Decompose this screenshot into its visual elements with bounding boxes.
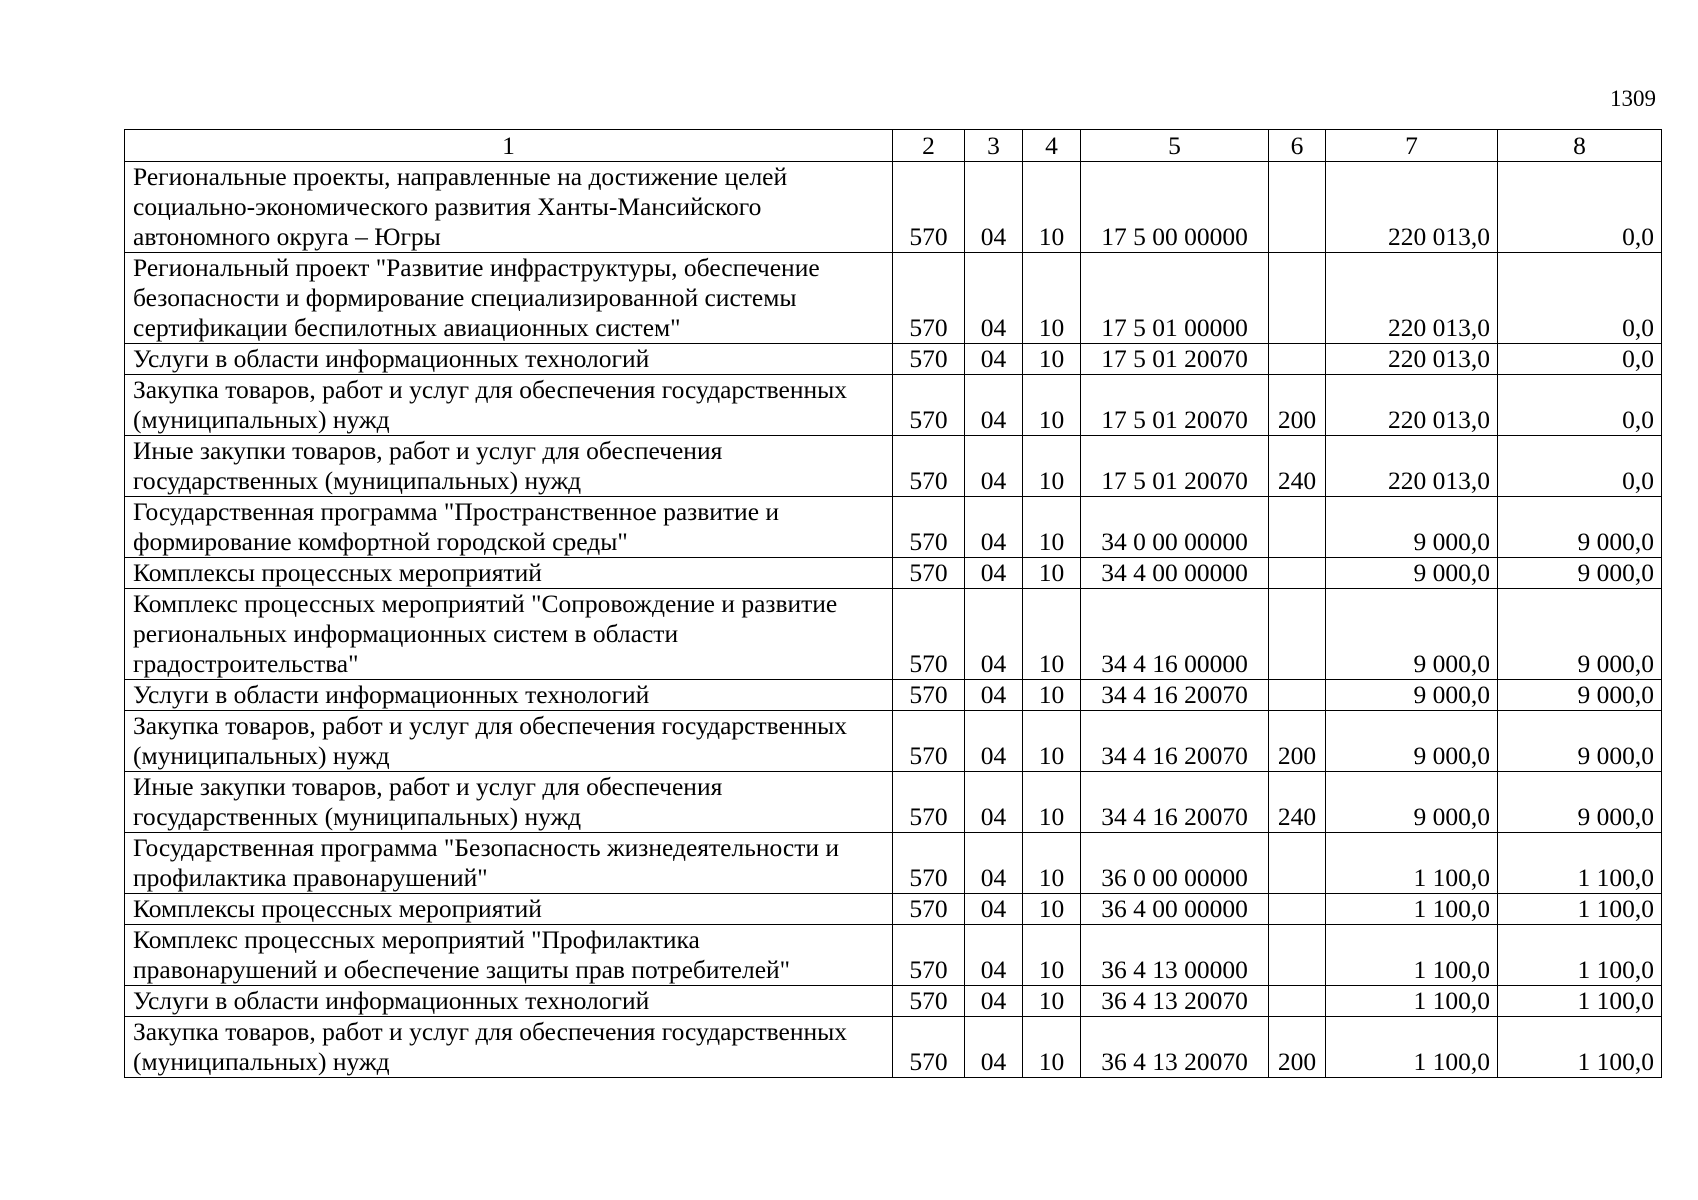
table-row — [125, 589, 1662, 680]
table-row — [125, 894, 1662, 925]
section-code: 04 — [965, 772, 1023, 833]
item-name: Комплекс процессных мероприятий "Сопровождение и развитие региональных информационных систем в области градостроительства" — [125, 589, 893, 680]
item-name: Услуги в области информационных технологий — [125, 986, 893, 1017]
amount-year-1: 220 013,0 — [1326, 436, 1498, 497]
amount-year-1: 1 100,0 — [1326, 986, 1498, 1017]
column-header-6: 6 — [1269, 130, 1326, 162]
column-header-8: 8 — [1498, 130, 1662, 162]
section-code: 04 — [965, 680, 1023, 711]
expense-type-code: 240 — [1269, 772, 1326, 833]
column-header-5: 5 — [1081, 130, 1269, 162]
table-row — [125, 436, 1662, 497]
ministry-code: 570 — [893, 680, 965, 711]
amount-year-2: 9 000,0 — [1498, 680, 1662, 711]
section-code: 04 — [965, 589, 1023, 680]
ministry-code: 570 — [893, 344, 965, 375]
subsection-code: 10 — [1023, 833, 1081, 894]
item-name: Закупка товаров, работ и услуг для обеспечения государственных (муниципальных) нужд — [125, 711, 893, 772]
target-article-code: 36 4 13 00000 — [1081, 925, 1269, 986]
table-row — [125, 1017, 1662, 1078]
subsection-code: 10 — [1023, 589, 1081, 680]
amount-year-2: 1 100,0 — [1498, 925, 1662, 986]
item-name: Государственная программа "Безопасность жизнедеятельности и профилактика правонарушений" — [125, 833, 893, 894]
target-article-code: 34 4 16 00000 — [1081, 589, 1269, 680]
target-article-code: 34 4 16 20070 — [1081, 772, 1269, 833]
amount-year-1: 1 100,0 — [1326, 1017, 1498, 1078]
column-header-3: 3 — [965, 130, 1023, 162]
table-row — [125, 711, 1662, 772]
amount-year-1: 9 000,0 — [1326, 558, 1498, 589]
subsection-code: 10 — [1023, 162, 1081, 253]
item-name: Региональные проекты, направленные на достижение целей социально-экономического развития Ханты-Мансийского автономного округа – Югры — [125, 162, 893, 253]
subsection-code: 10 — [1023, 375, 1081, 436]
ministry-code: 570 — [893, 558, 965, 589]
target-article-code: 36 4 13 20070 — [1081, 1017, 1269, 1078]
amount-year-2: 9 000,0 — [1498, 772, 1662, 833]
section-code: 04 — [965, 344, 1023, 375]
target-article-code: 34 4 16 20070 — [1081, 711, 1269, 772]
section-code: 04 — [965, 375, 1023, 436]
amount-year-1: 1 100,0 — [1326, 833, 1498, 894]
amount-year-2: 0,0 — [1498, 375, 1662, 436]
item-name: Закупка товаров, работ и услуг для обеспечения государственных (муниципальных) нужд — [125, 1017, 893, 1078]
amount-year-2: 1 100,0 — [1498, 894, 1662, 925]
column-number-row — [125, 130, 1662, 162]
amount-year-1: 9 000,0 — [1326, 497, 1498, 558]
target-article-code: 36 4 13 20070 — [1081, 986, 1269, 1017]
table-row — [125, 344, 1662, 375]
amount-year-1: 220 013,0 — [1326, 375, 1498, 436]
subsection-code: 10 — [1023, 1017, 1081, 1078]
expense-type-code — [1269, 925, 1326, 986]
ministry-code: 570 — [893, 436, 965, 497]
item-name: Комплекс процессных мероприятий "Профилактика правонарушений и обеспечение защиты прав потребителей" — [125, 925, 893, 986]
expense-type-code — [1269, 833, 1326, 894]
subsection-code: 10 — [1023, 894, 1081, 925]
target-article-code: 17 5 01 00000 — [1081, 253, 1269, 344]
amount-year-1: 1 100,0 — [1326, 894, 1498, 925]
target-article-code: 36 0 00 00000 — [1081, 833, 1269, 894]
table-body — [125, 162, 1662, 1078]
section-code: 04 — [965, 558, 1023, 589]
table-row — [125, 925, 1662, 986]
item-name: Услуги в области информационных технологий — [125, 680, 893, 711]
table-row — [125, 772, 1662, 833]
ministry-code: 570 — [893, 833, 965, 894]
section-code: 04 — [965, 986, 1023, 1017]
table-row — [125, 375, 1662, 436]
ministry-code: 570 — [893, 253, 965, 344]
section-code: 04 — [965, 833, 1023, 894]
subsection-code: 10 — [1023, 253, 1081, 344]
section-code: 04 — [965, 894, 1023, 925]
amount-year-2: 9 000,0 — [1498, 497, 1662, 558]
expense-type-code — [1269, 986, 1326, 1017]
target-article-code: 17 5 01 20070 — [1081, 344, 1269, 375]
amount-year-2: 9 000,0 — [1498, 711, 1662, 772]
amount-year-1: 9 000,0 — [1326, 680, 1498, 711]
subsection-code: 10 — [1023, 344, 1081, 375]
ministry-code: 570 — [893, 711, 965, 772]
section-code: 04 — [965, 497, 1023, 558]
amount-year-1: 9 000,0 — [1326, 772, 1498, 833]
ministry-code: 570 — [893, 925, 965, 986]
subsection-code: 10 — [1023, 925, 1081, 986]
amount-year-2: 1 100,0 — [1498, 833, 1662, 894]
expense-type-code — [1269, 558, 1326, 589]
target-article-code: 17 5 01 20070 — [1081, 436, 1269, 497]
item-name: Комплексы процессных мероприятий — [125, 558, 893, 589]
section-code: 04 — [965, 1017, 1023, 1078]
target-article-code: 34 0 00 00000 — [1081, 497, 1269, 558]
ministry-code: 570 — [893, 162, 965, 253]
table-row — [125, 680, 1662, 711]
subsection-code: 10 — [1023, 436, 1081, 497]
section-code: 04 — [965, 436, 1023, 497]
expense-type-code — [1269, 497, 1326, 558]
amount-year-2: 1 100,0 — [1498, 1017, 1662, 1078]
item-name: Иные закупки товаров, работ и услуг для обеспечения государственных (муниципальных) нужд — [125, 772, 893, 833]
column-header-4: 4 — [1023, 130, 1081, 162]
amount-year-1: 9 000,0 — [1326, 711, 1498, 772]
table-row — [125, 986, 1662, 1017]
item-name: Услуги в области информационных технологий — [125, 344, 893, 375]
subsection-code: 10 — [1023, 558, 1081, 589]
item-name: Государственная программа "Пространственное развитие и формирование комфортной городской среды" — [125, 497, 893, 558]
item-name: Иные закупки товаров, работ и услуг для обеспечения государственных (муниципальных) нужд — [125, 436, 893, 497]
target-article-code: 34 4 00 00000 — [1081, 558, 1269, 589]
column-header-7: 7 — [1326, 130, 1498, 162]
column-header-1: 1 — [125, 130, 893, 162]
expense-type-code — [1269, 344, 1326, 375]
amount-year-2: 9 000,0 — [1498, 589, 1662, 680]
amount-year-1: 9 000,0 — [1326, 589, 1498, 680]
section-code: 04 — [965, 711, 1023, 772]
target-article-code: 34 4 16 20070 — [1081, 680, 1269, 711]
column-header-2: 2 — [893, 130, 965, 162]
expense-type-code: 200 — [1269, 1017, 1326, 1078]
target-article-code: 17 5 01 20070 — [1081, 375, 1269, 436]
table-row — [125, 558, 1662, 589]
expense-type-code: 200 — [1269, 375, 1326, 436]
expense-type-code — [1269, 589, 1326, 680]
amount-year-1: 220 013,0 — [1326, 344, 1498, 375]
table-row — [125, 497, 1662, 558]
ministry-code: 570 — [893, 589, 965, 680]
amount-year-1: 1 100,0 — [1326, 925, 1498, 986]
section-code: 04 — [965, 253, 1023, 344]
expense-type-code — [1269, 894, 1326, 925]
amount-year-1: 220 013,0 — [1326, 162, 1498, 253]
ministry-code: 570 — [893, 1017, 965, 1078]
amount-year-2: 0,0 — [1498, 162, 1662, 253]
expense-type-code: 200 — [1269, 711, 1326, 772]
item-name: Закупка товаров, работ и услуг для обеспечения государственных (муниципальных) нужд — [125, 375, 893, 436]
section-code: 04 — [965, 925, 1023, 986]
item-name: Комплексы процессных мероприятий — [125, 894, 893, 925]
table-row — [125, 253, 1662, 344]
amount-year-1: 220 013,0 — [1326, 253, 1498, 344]
budget-table — [124, 129, 1662, 1078]
ministry-code: 570 — [893, 497, 965, 558]
amount-year-2: 0,0 — [1498, 344, 1662, 375]
subsection-code: 10 — [1023, 711, 1081, 772]
expense-type-code — [1269, 253, 1326, 344]
page-number: 1309 — [1610, 86, 1656, 111]
target-article-code: 36 4 00 00000 — [1081, 894, 1269, 925]
expense-type-code — [1269, 680, 1326, 711]
ministry-code: 570 — [893, 772, 965, 833]
amount-year-2: 9 000,0 — [1498, 558, 1662, 589]
ministry-code: 570 — [893, 986, 965, 1017]
amount-year-2: 0,0 — [1498, 436, 1662, 497]
amount-year-2: 0,0 — [1498, 253, 1662, 344]
subsection-code: 10 — [1023, 497, 1081, 558]
table-row — [125, 833, 1662, 894]
subsection-code: 10 — [1023, 772, 1081, 833]
subsection-code: 10 — [1023, 986, 1081, 1017]
expense-type-code: 240 — [1269, 436, 1326, 497]
amount-year-2: 1 100,0 — [1498, 986, 1662, 1017]
expense-type-code — [1269, 162, 1326, 253]
table-row — [125, 162, 1662, 253]
subsection-code: 10 — [1023, 680, 1081, 711]
section-code: 04 — [965, 162, 1023, 253]
item-name: Региональный проект "Развитие инфраструктуры, обеспечение безопасности и формирование специализированной системы сертификации беспилотных авиационных систем" — [125, 253, 893, 344]
ministry-code: 570 — [893, 894, 965, 925]
target-article-code: 17 5 00 00000 — [1081, 162, 1269, 253]
ministry-code: 570 — [893, 375, 965, 436]
